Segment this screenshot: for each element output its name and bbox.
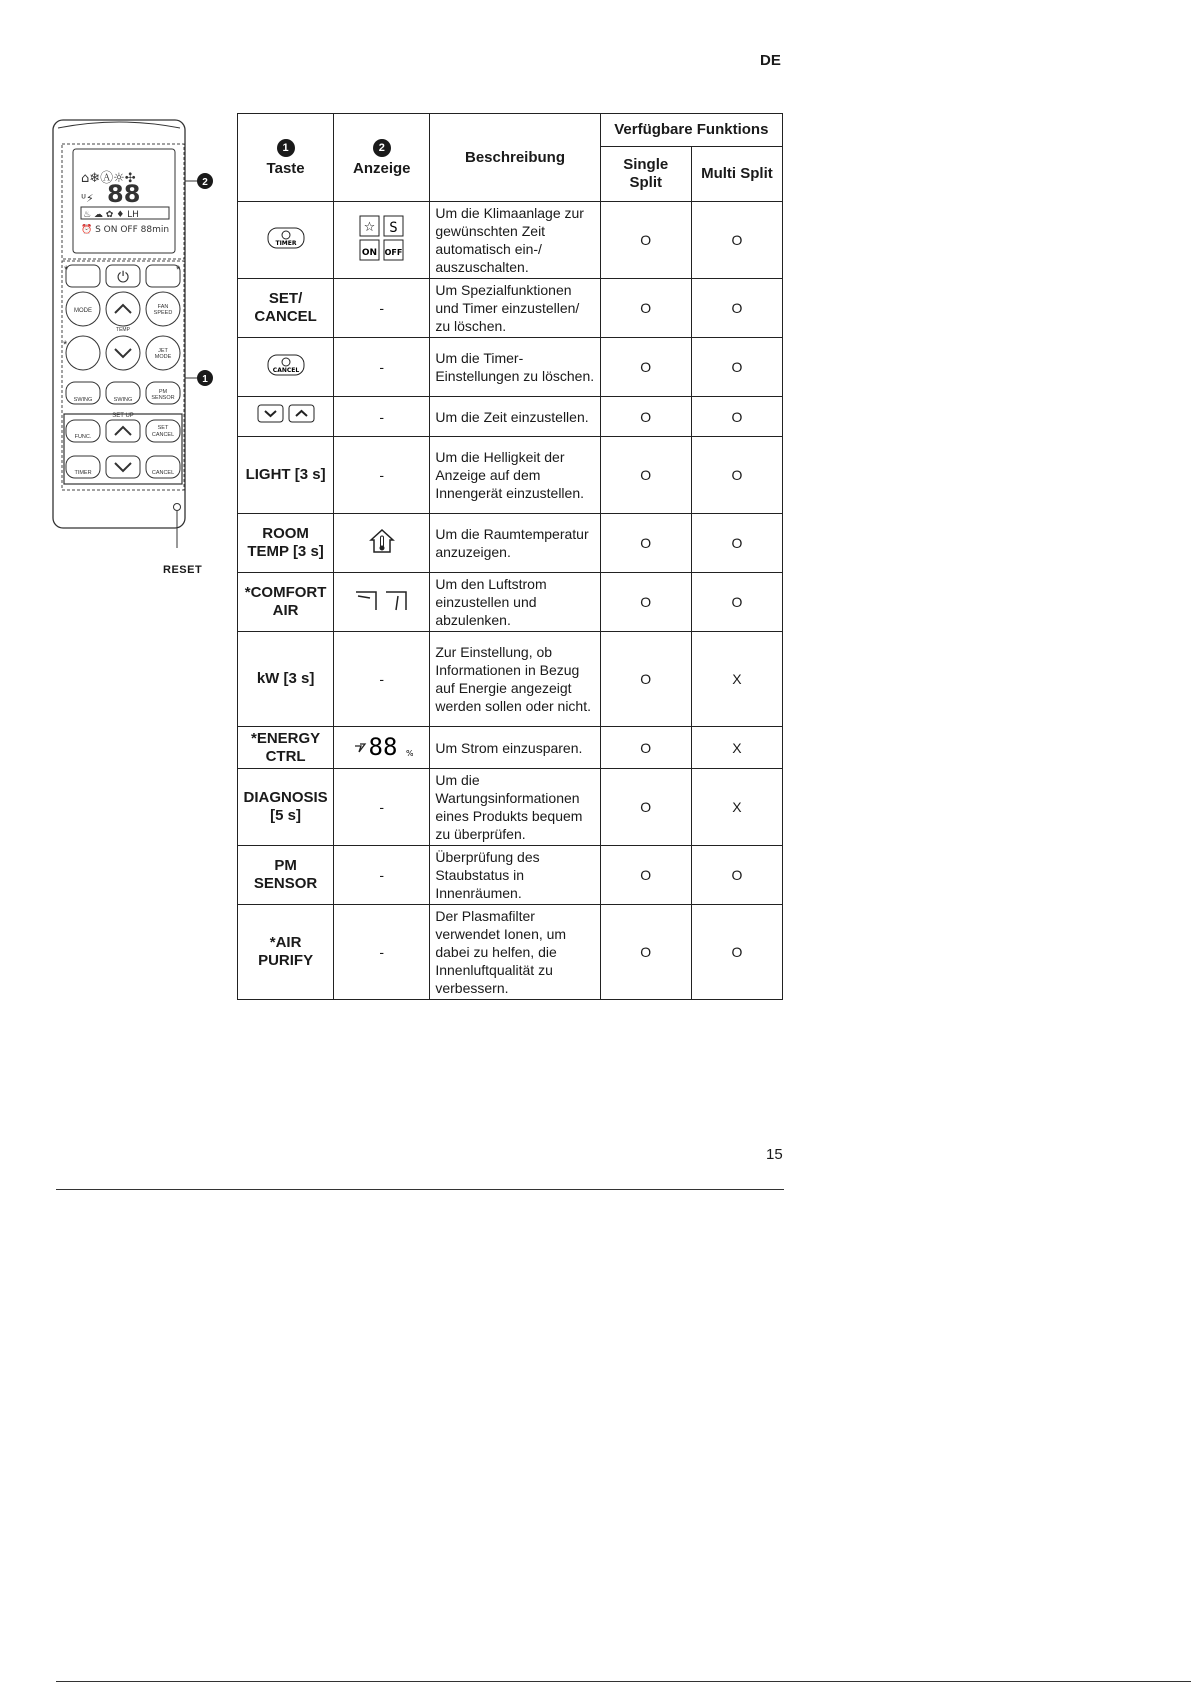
multi-cell: X (691, 727, 782, 769)
key-cell: ROOM TEMP [3 s] (238, 514, 334, 573)
single-cell: O (600, 202, 691, 279)
display-cell: - (334, 397, 430, 437)
callout-1: 1 (202, 374, 208, 385)
page-number: 15 (766, 1146, 783, 1163)
svg-text:*: * (63, 339, 68, 351)
remote-timer-label: TIMER (74, 470, 92, 476)
desc-cell: Der Plasmafilter verwendet Ionen, um dabei zu helfen, die Innenluftqualität zu verbessern. (430, 905, 600, 1000)
table-row (238, 437, 783, 514)
remote-swing-label-2: SWING (113, 397, 133, 403)
remote-drawing (52, 118, 227, 583)
timer-display-icons (358, 214, 406, 266)
multi-cell: O (691, 514, 782, 573)
svg-text:⏻: ⏻ (117, 269, 129, 286)
remote-cancel-label-2: CANCEL (151, 470, 175, 476)
table-row (238, 846, 783, 905)
bottom-divider (56, 1681, 1191, 1682)
timer-display-cell (334, 202, 430, 279)
remote-pm-label: PM (158, 389, 168, 395)
header-anzeige-label: Anzeige (353, 159, 411, 177)
svg-text:88: 88 (368, 732, 398, 760)
cancel-key-cell (238, 338, 334, 397)
svg-text:ON: ON (361, 248, 377, 258)
svg-text:♨ ☁ ✿ ♦ LH: ♨ ☁ ✿ ♦ LH (83, 210, 139, 220)
svg-text:⌂❄Ⓐ☼✣: ⌂❄Ⓐ☼✣ (81, 171, 136, 186)
header-taste (238, 114, 334, 202)
svg-text:88: 88 (107, 180, 141, 208)
desc-cell: Um die Klimaanlage zur gewünschten Zeit automatisch ein-/ auszuschalten. (430, 202, 600, 279)
display-cell: - (334, 769, 430, 846)
single-cell: O (600, 846, 691, 905)
key-cell: *AIR PURIFY (238, 905, 334, 1000)
svg-text:☆: ☆ (363, 220, 376, 235)
remote-temp-label: TEMP (116, 327, 130, 333)
function-table (237, 113, 783, 1000)
callout-2: 2 (202, 177, 208, 188)
multi-cell: O (691, 846, 782, 905)
desc-cell: Überprüfung des Staubstatus in Innenräumen. (430, 846, 600, 905)
desc-cell: Zur Einstellung, ob Informationen in Bezug auf Energie angezeigt werden sollen oder nicht. (430, 632, 600, 727)
header-taste-label: Taste (266, 159, 305, 177)
table-row (238, 632, 783, 727)
remote-mode-label: MODE (74, 308, 92, 314)
display-cell: - (334, 846, 430, 905)
svg-text:OFF: OFF (384, 248, 403, 257)
svg-text:*: * (176, 264, 181, 276)
single-cell: O (600, 279, 691, 338)
remote-swing-label-1: SWING (73, 397, 93, 403)
remote-jet-label: JET (158, 348, 168, 354)
display-cell: - (334, 279, 430, 338)
svg-text:S: S (389, 220, 398, 236)
single-cell: O (600, 573, 691, 632)
table-row (238, 769, 783, 846)
svg-text:TIMER: TIMER (275, 239, 297, 247)
reset-label: RESET (163, 564, 203, 576)
table-row (238, 905, 783, 1000)
header-beschreibung: Beschreibung (430, 114, 600, 202)
key-cell: PM SENSOR (238, 846, 334, 905)
language-label: DE (760, 52, 781, 69)
desc-cell: Um Spezialfunktionen und Timer einzustellen/ zu löschen. (430, 279, 600, 338)
table-row (238, 202, 783, 279)
key-cell: *ENERGY CTRL (238, 727, 334, 769)
display-cell: - (334, 338, 430, 397)
room-temp-icon (368, 527, 396, 559)
number-1-badge: 1 (277, 139, 295, 157)
cancel-button-icon (267, 353, 305, 382)
header-verfuegbar: Verfügbare Funktions (600, 114, 782, 147)
svg-text:ᓑ⚡: ᓑ⚡ (81, 192, 94, 205)
single-cell: O (600, 905, 691, 1000)
desc-cell: Um die Raumtemperatur anzuzeigen. (430, 514, 600, 573)
display-cell: - (334, 437, 430, 514)
footer-divider (56, 1189, 784, 1190)
remote-cancel-label-1: CANCEL (151, 432, 175, 438)
multi-cell: O (691, 397, 782, 437)
header-anzeige (334, 114, 430, 202)
single-cell: O (600, 397, 691, 437)
desc-cell: Um die Zeit einzustellen. (430, 397, 600, 437)
room-temp-display-cell (334, 514, 430, 573)
header-multi: Multi Split (691, 147, 782, 202)
multi-cell: O (691, 437, 782, 514)
svg-text:CANCEL: CANCEL (272, 366, 299, 374)
key-cell: DIAGNOSIS [5 s] (238, 769, 334, 846)
remote-set-label: SET (157, 425, 169, 431)
display-cell: - (334, 632, 430, 727)
comfort-air-display-cell (334, 573, 430, 632)
up-down-buttons-icon (256, 403, 316, 430)
multi-cell: O (691, 905, 782, 1000)
updown-key-cell (238, 397, 334, 437)
multi-cell: X (691, 632, 782, 727)
energy-ctrl-display-cell (334, 727, 430, 769)
table-row (238, 573, 783, 632)
timer-button-icon (267, 226, 305, 255)
desc-cell: Um den Luftstrom einzustellen und abzulenken. (430, 573, 600, 632)
single-cell: O (600, 632, 691, 727)
remote-control-illustration (52, 118, 227, 583)
multi-cell: O (691, 338, 782, 397)
table-row (238, 727, 783, 769)
table-row (238, 279, 783, 338)
key-cell: SET/ CANCEL (238, 279, 334, 338)
number-2-badge: 2 (373, 139, 391, 157)
key-cell: LIGHT [3 s] (238, 437, 334, 514)
remote-jet-mode-label: MODE (154, 354, 172, 360)
remote-speed-label: SPEED (153, 310, 173, 316)
key-cell: kW [3 s] (238, 632, 334, 727)
timer-key-cell (238, 202, 334, 279)
remote-sensor-label: SENSOR (151, 395, 175, 401)
comfort-air-icon (354, 586, 410, 618)
table-row (238, 338, 783, 397)
svg-text:*: * (64, 264, 69, 276)
multi-cell: O (691, 573, 782, 632)
desc-cell: Um die Wartungsinformationen eines Produkts bequem zu überprüfen. (430, 769, 600, 846)
single-cell: O (600, 514, 691, 573)
svg-text:%: % (405, 748, 413, 758)
single-cell: O (600, 437, 691, 514)
table-row (238, 514, 783, 573)
energy-ctrl-icon (351, 732, 413, 764)
key-cell: *COMFORT AIR (238, 573, 334, 632)
single-cell: O (600, 338, 691, 397)
display-cell: - (334, 905, 430, 1000)
multi-cell: O (691, 202, 782, 279)
single-cell: O (600, 769, 691, 846)
multi-cell: O (691, 279, 782, 338)
table-row (238, 397, 783, 437)
desc-cell: Um die Helligkeit der Anzeige auf dem Innengerät einzustellen. (430, 437, 600, 514)
desc-cell: Um die Timer-Einstellungen zu löschen. (430, 338, 600, 397)
multi-cell: X (691, 769, 782, 846)
remote-fan-label: FAN (157, 304, 169, 310)
remote-setup-label: SET UP (112, 413, 134, 419)
header-single: Single Split (600, 147, 691, 202)
desc-cell: Um Strom einzusparen. (430, 727, 600, 769)
svg-text:⏰ S ON OFF 88min: ⏰ S ON OFF 88min (81, 225, 170, 235)
single-cell: O (600, 727, 691, 769)
remote-func-label: FUNC. (74, 434, 92, 440)
